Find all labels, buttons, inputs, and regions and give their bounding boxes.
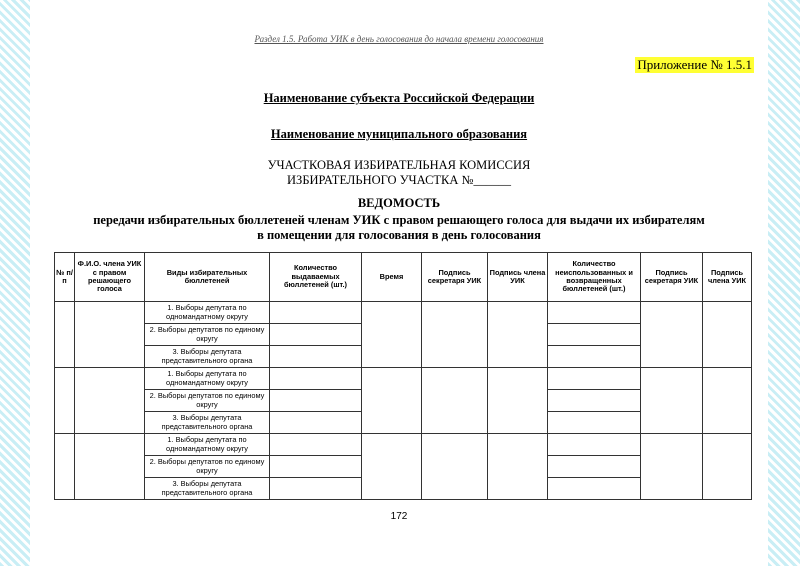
ballot-type-cell: 1. Выборы депутата по одномандатному округу [145,302,270,324]
table-row [55,368,752,390]
ballot-type-cell: 3. Выборы депутата представительного органа [145,346,270,368]
returned-count-cell[interactable] [548,478,641,500]
commission-line-2: ИЗБИРАТЕЛЬНОГО УЧАСТКА №______ [287,173,511,187]
member-signature-cell[interactable] [488,368,548,434]
member-signature-cell[interactable] [703,302,752,368]
secretary-signature-cell[interactable] [422,434,488,500]
table-row [55,302,752,324]
issued-count-cell[interactable] [270,302,362,324]
column-header: Ф.И.О. члена УИК с правом решающего голоса [75,253,145,302]
returned-count-cell[interactable] [548,412,641,434]
secretary-signature-cell[interactable] [641,368,703,434]
returned-count-cell[interactable] [548,368,641,390]
ballot-type-cell: 2. Выборы депутатов по единому округу [145,390,270,412]
returned-count-cell[interactable] [548,434,641,456]
ballot-type-cell: 2. Выборы депутатов по единому округу [145,456,270,478]
issued-count-cell[interactable] [270,456,362,478]
issued-count-cell[interactable] [270,346,362,368]
secretary-signature-cell[interactable] [641,302,703,368]
table-row [55,434,752,456]
commission-line-1: УЧАСТКОВАЯ ИЗБИРАТЕЛЬНАЯ КОМИССИЯ [267,158,531,172]
column-header: Количество выдаваемых бюллетеней (шт.) [270,253,362,302]
ballot-type-cell: 3. Выборы депутата представительного органа [145,412,270,434]
purpose-line-1: передачи избирательных бюллетеней членам УИК с правом решающего голоса для выдачи их избирателям [93,213,705,227]
issued-count-cell[interactable] [270,368,362,390]
secretary-signature-cell[interactable] [422,368,488,434]
row-number-cell[interactable] [55,368,75,434]
column-header: № п/п [55,253,75,302]
left-decorative-border [0,0,30,566]
document-purpose [38,213,760,243]
ballot-type-cell: 1. Выборы депутата по одномандатному округу [145,434,270,456]
column-header: Подпись члена УИК [488,253,548,302]
column-header: Количество неиспользованных и возвращенных бюллетеней (шт.) [548,253,641,302]
right-decorative-border [768,0,800,566]
secretary-signature-cell[interactable] [422,302,488,368]
column-header: Подпись секретаря УИК [422,253,488,302]
returned-count-cell[interactable] [548,390,641,412]
member-signature-cell[interactable] [488,302,548,368]
time-cell[interactable] [362,302,422,368]
issued-count-cell[interactable] [270,478,362,500]
table-header-row [55,253,752,302]
issued-count-cell[interactable] [270,390,362,412]
issued-count-cell[interactable] [270,324,362,346]
column-header: Время [362,253,422,302]
returned-count-cell[interactable] [548,324,641,346]
row-number-cell[interactable] [55,434,75,500]
page-number: 172 [390,511,408,522]
returned-count-cell[interactable] [548,456,641,478]
subject-name: Наименование субъекта Российской Федерации [263,91,535,105]
column-header: Подпись члена УИК [703,253,752,302]
member-signature-cell[interactable] [488,434,548,500]
time-cell[interactable] [362,434,422,500]
issued-count-cell[interactable] [270,434,362,456]
returned-count-cell[interactable] [548,302,641,324]
member-name-cell[interactable] [75,368,145,434]
ballot-type-cell: 3. Выборы депутата представительного органа [145,478,270,500]
ballot-type-cell: 1. Выборы депутата по одномандатному округу [145,368,270,390]
row-number-cell[interactable] [55,302,75,368]
appendix-label: Приложение № 1.5.1 [637,57,752,72]
column-header: Виды избирательных бюллетеней [145,253,270,302]
document-page [38,0,760,566]
commission-title [38,158,760,188]
member-signature-cell[interactable] [703,434,752,500]
municipal-name: Наименование муниципального образования [270,127,528,141]
ballot-transfer-table [54,252,752,500]
secretary-signature-cell[interactable] [641,434,703,500]
returned-count-cell[interactable] [548,346,641,368]
member-signature-cell[interactable] [703,368,752,434]
section-header: Раздел 1.5. Работа УИК в день голосования до начала времени голосования [254,34,544,44]
time-cell[interactable] [362,368,422,434]
document-title: ВЕДОМОСТЬ [357,196,441,210]
issued-count-cell[interactable] [270,412,362,434]
member-name-cell[interactable] [75,434,145,500]
member-name-cell[interactable] [75,302,145,368]
purpose-line-2: в помещении для голосования в день голосования [257,228,541,242]
ballot-type-cell: 2. Выборы депутатов по единому округу [145,324,270,346]
column-header: Подпись секретаря УИК [641,253,703,302]
